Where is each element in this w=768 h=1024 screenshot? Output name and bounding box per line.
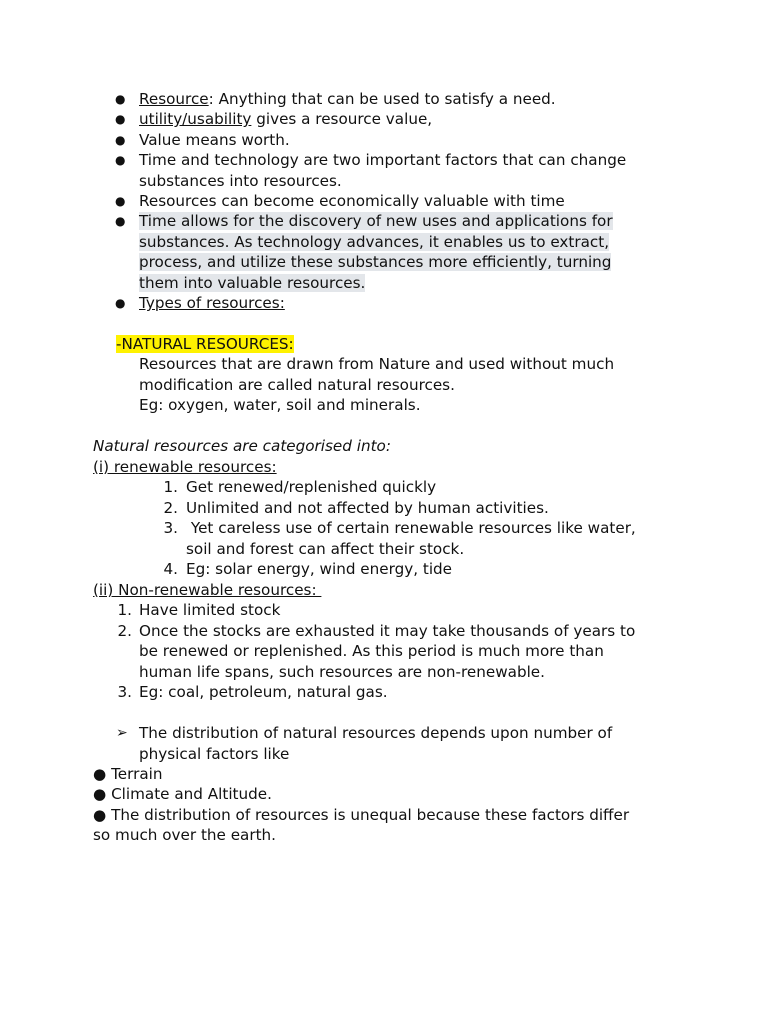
term-resource: Resource bbox=[139, 90, 209, 108]
bullet-icon: ● bbox=[115, 92, 126, 106]
arrow-bullet-icon: ➢ bbox=[116, 725, 128, 741]
paragraph-line: Eg: oxygen, water, soil and minerals. bbox=[139, 396, 421, 414]
types-heading: Types of resources: bbox=[139, 294, 285, 312]
highlight-text: -NATURAL RESOURCES: bbox=[116, 335, 294, 353]
factor-item: ● The distribution of resources is unequal because these factors differ bbox=[93, 806, 630, 824]
categorised-heading: Natural resources are categorised into: bbox=[93, 437, 391, 455]
list-item bbox=[139, 89, 556, 109]
factor-item: ● Climate and Altitude. bbox=[93, 785, 272, 803]
list-number: 1. bbox=[163, 478, 178, 496]
list-item bbox=[139, 109, 432, 129]
list-item: Yet careless use of certain renewable resources like water, bbox=[186, 519, 636, 537]
list-number: 3. bbox=[117, 683, 132, 701]
list-item-continuation: human life spans, such resources are non-renewable. bbox=[139, 663, 545, 681]
list-item-continuation: be renewed or replenished. As this period is much more than bbox=[139, 642, 604, 660]
list-number: 3. bbox=[163, 519, 178, 537]
list-item: Have limited stock bbox=[139, 601, 281, 619]
bullet-icon: ● bbox=[115, 112, 126, 126]
highlighted-line bbox=[139, 273, 365, 293]
renewable-heading: (i) renewable resources: bbox=[93, 458, 277, 476]
definition-text: : Anything that can be used to satisfy a need. bbox=[208, 90, 556, 108]
nonrenewable-heading: (ii) Non-renewable resources: bbox=[93, 581, 322, 599]
bullet-icon: ● bbox=[115, 214, 126, 228]
paragraph-line: modification are called natural resources. bbox=[139, 376, 455, 394]
highlighted-line bbox=[139, 232, 609, 252]
paragraph-line: The distribution of natural resources depends upon number of bbox=[139, 724, 613, 742]
list-number: 4. bbox=[163, 560, 178, 578]
list-item: Get renewed/replenished quickly bbox=[186, 478, 437, 496]
list-item-continuation: soil and forest can affect their stock. bbox=[186, 540, 465, 558]
factor-item-continuation: so much over the earth. bbox=[93, 826, 277, 844]
list-item: Time and technology are two important factors that can change bbox=[139, 151, 627, 169]
highlight-text: Time allows for the discovery of new uses and applications for bbox=[139, 212, 613, 230]
list-item: Value means worth. bbox=[139, 131, 290, 149]
highlight-text: them into valuable resources. bbox=[139, 274, 366, 292]
natural-resources-heading bbox=[116, 334, 294, 354]
list-item-continuation: substances into resources. bbox=[139, 172, 342, 190]
list-item: Unlimited and not affected by human activities. bbox=[186, 499, 549, 517]
highlight-text: substances. As technology advances, it enables us to extract, bbox=[139, 233, 610, 251]
term-utility: utility/usability bbox=[139, 110, 252, 128]
list-number: 2. bbox=[163, 499, 178, 517]
list-item: Resources can become economically valuable with time bbox=[139, 192, 565, 210]
highlight-text: process, and utilize these substances more efficiently, turning bbox=[139, 253, 612, 271]
list-item: Eg: coal, petroleum, natural gas. bbox=[139, 683, 388, 701]
list-item: Eg: solar energy, wind energy, tide bbox=[186, 560, 453, 578]
list-item: Once the stocks are exhausted it may take thousands of years to bbox=[139, 622, 636, 640]
bullet-icon: ● bbox=[115, 133, 126, 147]
bullet-icon: ● bbox=[115, 153, 126, 167]
bullet-icon: ● bbox=[115, 296, 126, 310]
highlighted-line bbox=[139, 252, 611, 272]
highlighted-line bbox=[139, 211, 613, 231]
paragraph-line: Resources that are drawn from Nature and used without much bbox=[139, 355, 615, 373]
list-number: 2. bbox=[117, 622, 132, 640]
bullet-icon: ● bbox=[115, 194, 126, 208]
definition-text: gives a resource value, bbox=[251, 110, 433, 128]
list-number: 1. bbox=[117, 601, 132, 619]
paragraph-line: physical factors like bbox=[139, 745, 290, 763]
factor-item: ● Terrain bbox=[93, 765, 163, 783]
